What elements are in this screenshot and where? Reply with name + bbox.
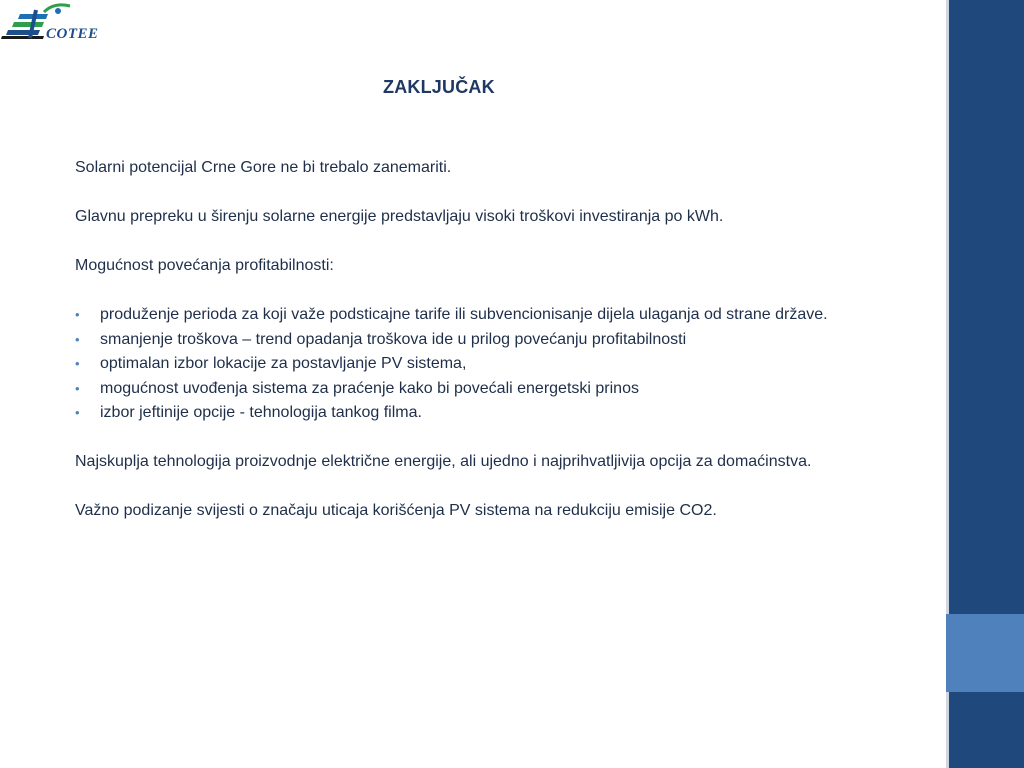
list-item-text: produženje perioda za koji važe podsticajne tarife ili subvencionisanje dijela ulaganja od strane države.: [100, 306, 828, 323]
paragraph-costly-technology: Najskuplja tehnologija proizvodnje električne energije, ali ujedno i najprihvatljivija opcija za domaćinstva.: [75, 453, 812, 470]
paragraph-profitability: Mogućnost povećanja profitabilnosti:: [75, 257, 334, 274]
bullet-icon: •: [75, 405, 80, 420]
paragraph-awareness: Važno podizanje svijesti o značaju uticaja korišćenja PV sistema na redukciju emisije CO2.: [75, 502, 717, 519]
bullet-icon: •: [75, 331, 80, 347]
list-item-text: smanjenje troškova – trend opadanja troškova ide u prilog povećanju profitabilnosti: [100, 330, 687, 348]
bullet-icon: •: [75, 356, 80, 371]
cotee-logo: [0, 2, 110, 46]
bullet-icon: •: [75, 307, 80, 322]
list-item: [75, 303, 925, 328]
page-title: ZAKLJUČAK: [383, 77, 495, 97]
bullet-list: [75, 303, 925, 426]
sidebar-accent-block: [946, 614, 1024, 692]
bullet-icon: •: [75, 380, 80, 396]
list-item: [75, 401, 925, 426]
logo-text: COTEE: [46, 26, 99, 42]
paragraph-solar-potential: Solarni potencijal Crne Gore ne bi trebalo zanemariti.: [75, 159, 452, 176]
list-item: [75, 328, 925, 353]
list-item-text: optimalan izbor lokacije za postavljanje PV sistema,: [100, 355, 467, 372]
list-item: [75, 377, 925, 402]
list-item-text: izbor jeftinije opcije - tehnologija tankog filma.: [100, 404, 422, 421]
list-item: [75, 352, 925, 377]
slide-content: [75, 156, 925, 524]
paragraph-main-obstacle: Glavnu prepreku u širenju solarne energije predstavljaju visoki troškovi investiranja po kWh.: [75, 208, 724, 225]
list-item-text: mogućnost uvođenja sistema za praćenje kako bi povećali energetski prinos: [100, 379, 639, 397]
